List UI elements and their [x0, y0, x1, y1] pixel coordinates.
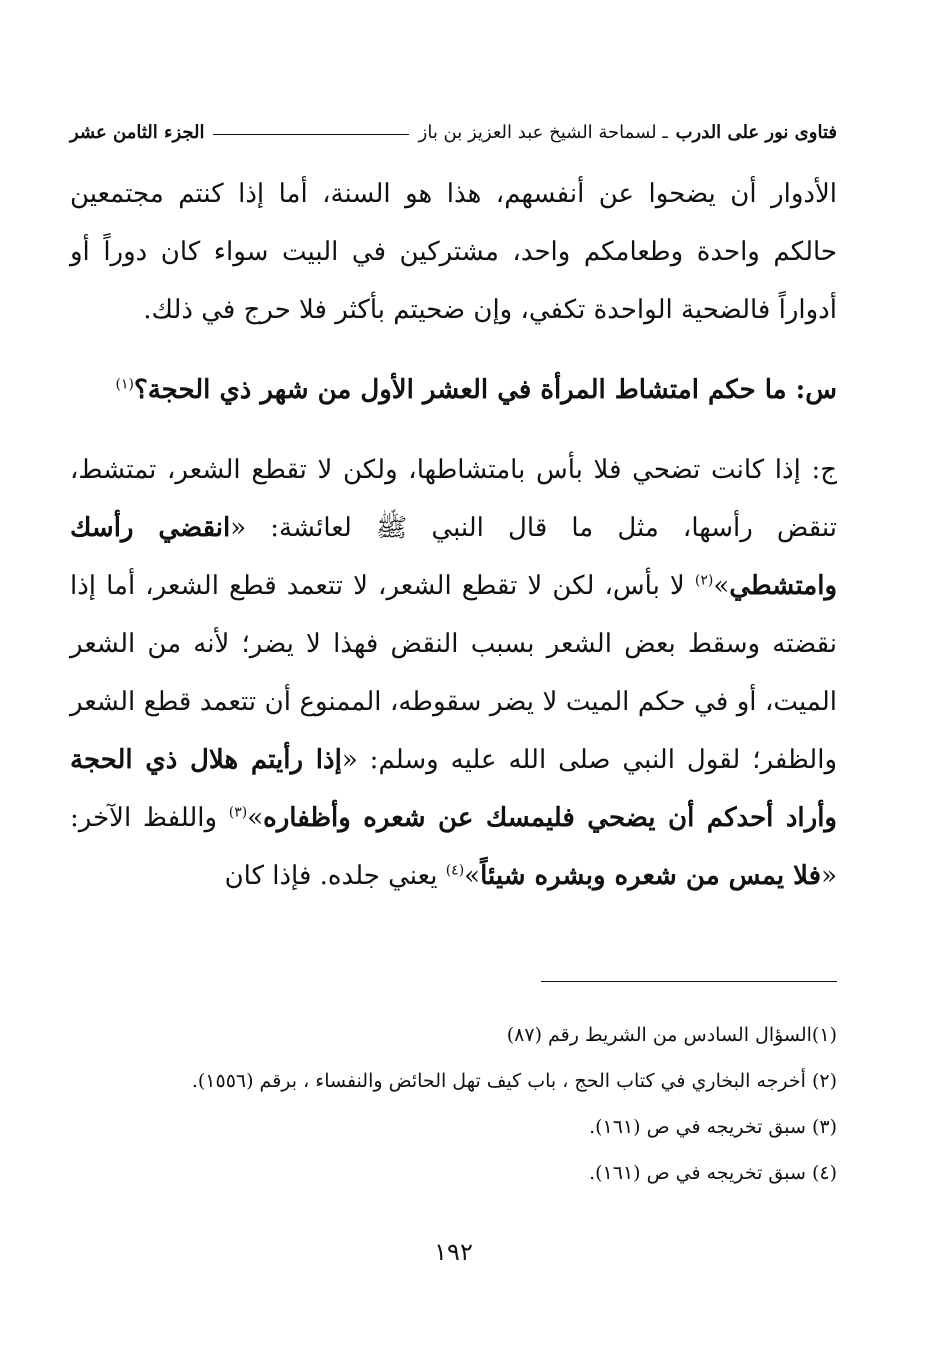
footnote-ref-2[interactable]: (٢) — [694, 572, 714, 589]
document-page — [70, 0, 837, 1367]
answer-text-2: لا بأس، لكن لا تقطع الشعر، لا تتعمد قطع الشعر، أما إذا نقضته وسقط بعض الشعر بسبب النقض فهذا لا يضر؛ لأنه من الشعر الميت، أو في حكم الميت لا يضر سقوطه، الممنوع أن تتعمد قطع الشعر والظفر؛ لقول النبي صلى الله عليه وسلم: « — [70, 571, 838, 775]
page-number: ١٩٢ — [434, 1238, 473, 1266]
answer-paragraph — [70, 441, 837, 905]
footnotes — [70, 1012, 837, 1196]
quote-close-2: » — [247, 803, 264, 833]
quote-close-1: » — [713, 571, 730, 601]
footnote-3: (٣) سبق تخريجه في ص (١٦١). — [589, 1116, 837, 1138]
question-heading — [70, 361, 837, 419]
answer-text-4: يعني جلده. فإذا كان — [224, 861, 446, 891]
intro-paragraph: الأدوار أن يضحوا عن أنفسهم، هذا هو السنة، أما إذا كنتم مجتمعين حالكم واحدة وطعامكم واحد، مشتركين في البيت سواء كان دوراً أو أدواراً فالضحية الواحدة تكفي، وإن ضحيتم بأكثر فلا حرج في ذلك. — [70, 179, 837, 325]
footnote-ref-1[interactable]: (١) — [115, 376, 134, 393]
answer-text-3: واللفظ الآخر: « — [70, 803, 837, 891]
hadith-quote-2: إذا رأيتم هلال ذي الحجة وأراد أحدكم أن يضحي فليمسك عن شعره وأظفاره — [70, 745, 837, 833]
volume-label: الجزء الثامن عشر — [70, 121, 205, 143]
author-name: ـ لسماحة الشيخ عبد العزيز بن باز — [418, 121, 668, 143]
running-header — [70, 114, 837, 150]
answer-text-1: ج: إذا كانت تضحي فلا بأس بامتشاطها، ولكن لا تقطع الشعر، تمتشط، تنقض رأسها، مثل ما قال النبي ﷺ لعائشة: « — [70, 455, 837, 543]
book-title: فتاوى نور على الدرب — [675, 121, 837, 143]
footnote-1: (١)السؤال السادس من الشريط رقم (٨٧) — [506, 1024, 837, 1046]
hadith-quote-1: انقضي رأسك وامتشطي — [70, 513, 837, 601]
header-rule — [213, 134, 409, 135]
main-text — [70, 165, 837, 905]
footnote-separator — [541, 981, 837, 982]
footnote-2: (٢) أخرجه البخاري في كتاب الحج ، باب كيف تهل الحائض والنفساء ، برقم (١٥٥٦). — [191, 1070, 837, 1092]
hadith-quote-3: فلا يمس من شعره وبشره شيئاً — [480, 861, 822, 891]
question-text: س: ما حكم امتشاط المرأة في العشر الأول من شهر ذي الحجة؟ — [133, 375, 837, 405]
author-line — [205, 122, 676, 143]
footnote-ref-3[interactable]: (٣) — [228, 804, 248, 821]
footnote-4: (٤) سبق تخريجه في ص (١٦١). — [589, 1162, 837, 1184]
quote-close-3: » — [464, 861, 481, 891]
footnote-ref-4[interactable]: (٤) — [445, 862, 465, 879]
